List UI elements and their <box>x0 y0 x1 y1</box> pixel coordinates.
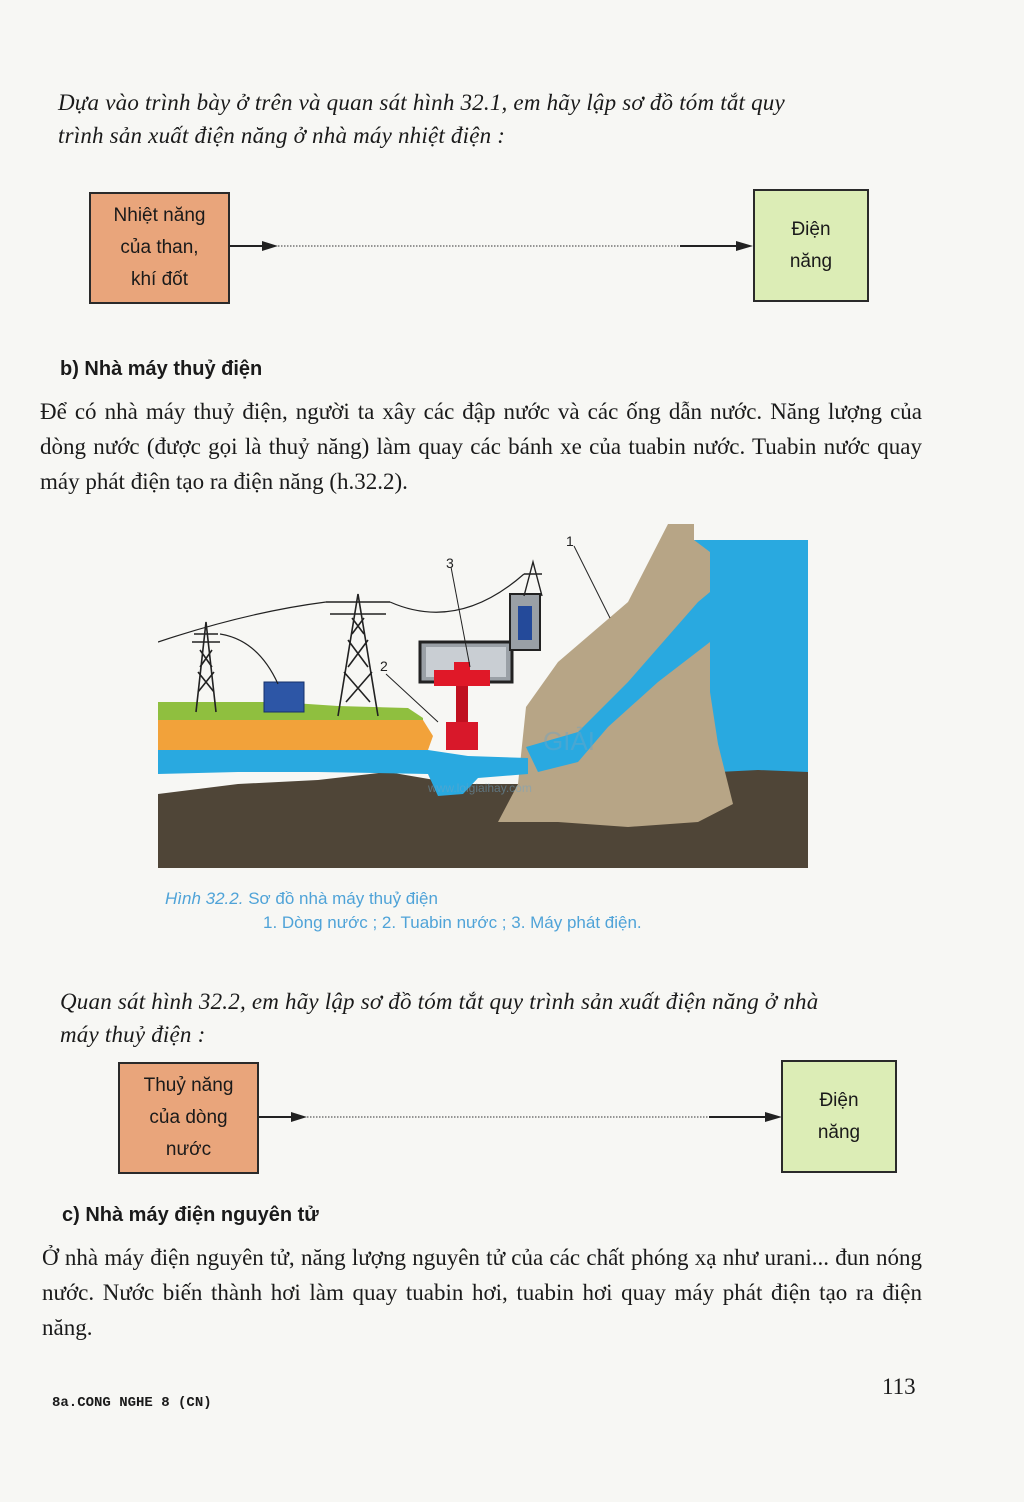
figure-label-1: 1 <box>566 533 574 549</box>
intro-b-line2: máy thuỷ điện : <box>60 1022 206 1047</box>
flow-b-target-line2: năng <box>817 1121 861 1143</box>
section-b-paragraph: Để có nhà máy thuỷ điện, người ta xây các đập nước và các ống dẫn nước. Năng lượng của dòng nước (được gọi là thuỷ năng) làm quay các bánh xe của tuabin nước. Tuabin nước quay máy phát điện tạo ra điện năng (h.32.2). <box>40 399 922 494</box>
generator <box>434 670 490 686</box>
watermark-brand: GIẢI <box>543 726 596 756</box>
flow-b-source-box <box>118 1062 259 1174</box>
flow-b-source-line3: nước <box>165 1139 212 1160</box>
caption-title: Hình 32.2. <box>165 889 244 908</box>
turbine <box>446 722 478 750</box>
intro-a-line2: trình sản xuất điện năng ở nhà máy nhiệt điện : <box>58 123 506 148</box>
flow-a-source-line3: khí đốt <box>130 269 189 290</box>
transformer-ground <box>264 682 304 712</box>
section-c-paragraph: Ở nhà máy điện nguyên tử, năng lượng nguyên tử của các chất phóng xạ như urani... đun nóng nước. Nước biến thành hơi làm quay tuabin hơi, tuabin hơi quay máy phát điện tạo ra điện năng. <box>42 1245 922 1340</box>
section-c-heading: c) Nhà máy điện nguyên tử <box>62 1204 319 1226</box>
caption-legend: 1. Dòng nước ; 2. Tuabin nước ; 3. Máy phát điện. <box>263 913 642 932</box>
flow-a-target-line2: năng <box>789 250 833 272</box>
book-code: 8a.CONG NGHE 8 (CN) <box>52 1395 212 1411</box>
flow-b-target-box <box>781 1060 897 1173</box>
flow-a-source-line2: của than, <box>120 237 199 258</box>
hydropower-figure <box>158 522 808 868</box>
flow-a-target-box <box>753 189 869 302</box>
section-b-heading: b) Nhà máy thuỷ điện <box>60 358 263 380</box>
flow-a-arrow <box>230 236 754 256</box>
watermark-url: www.loigiaihay.com <box>428 781 532 795</box>
figure-label-2: 2 <box>380 658 388 674</box>
intro-a-line1: Dựa vào trình bày ở trên và quan sát hình 32.1, em hãy lập sơ đồ tóm tắt quy <box>58 90 785 115</box>
intro-a <box>58 86 928 152</box>
flow-a-source-line1: Nhiệt năng <box>113 205 206 226</box>
flow-b-source-line2: của dòng <box>149 1107 228 1128</box>
flow-b-target-line1: Điện <box>819 1089 859 1111</box>
figure-label-3: 3 <box>446 555 454 571</box>
page-number: 113 <box>882 1374 916 1399</box>
soil-layer <box>158 720 433 750</box>
caption-main: Sơ đồ nhà máy thuỷ điện <box>248 889 438 908</box>
flow-b-arrow <box>259 1107 783 1127</box>
figure-caption <box>165 887 642 935</box>
flow-a-source-box <box>89 192 230 304</box>
intro-b <box>60 985 930 1051</box>
intro-b-line1: Quan sát hình 32.2, em hãy lập sơ đồ tóm tắt quy trình sản xuất điện năng ở nhà <box>60 989 819 1014</box>
flow-b-source-line1: Thuỷ năng <box>143 1075 234 1096</box>
flow-a-target-line1: Điện <box>791 218 831 240</box>
